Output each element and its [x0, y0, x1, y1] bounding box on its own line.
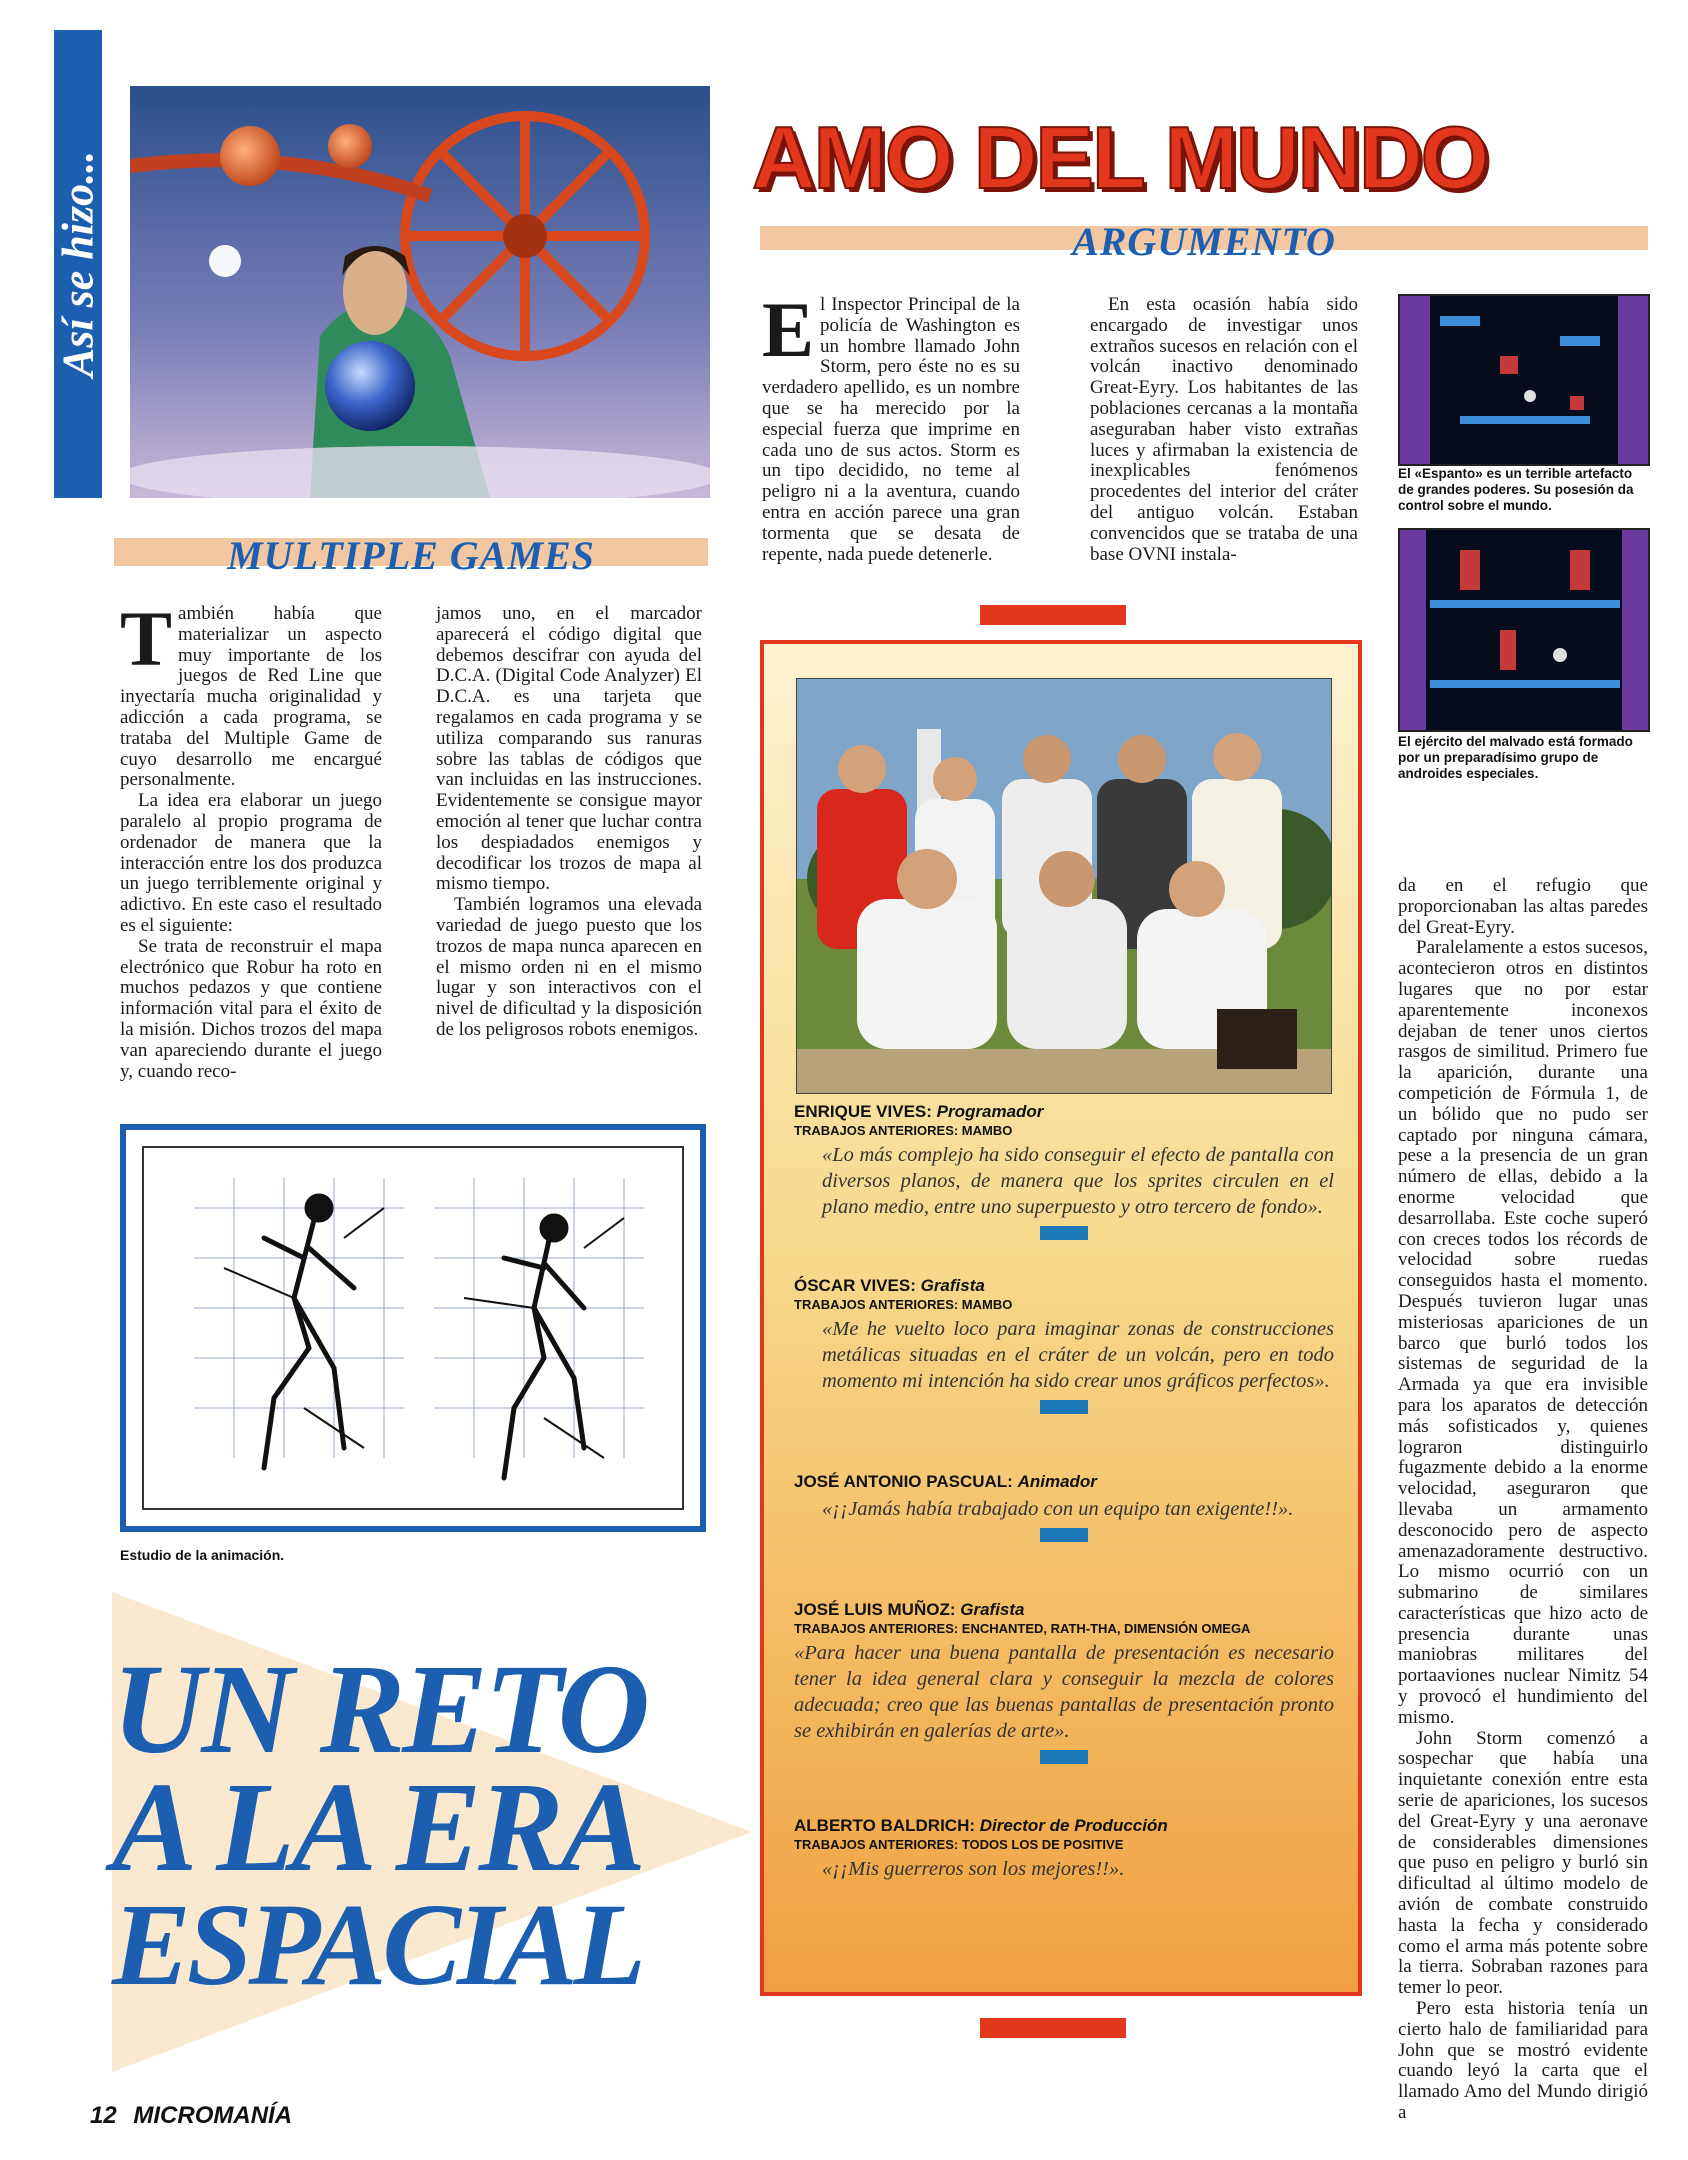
multiple-games-col1-p2: La idea era elaborar un juego paralelo al propio programa de ordenador de manera que la interacción entre los dos produzca un juego terriblemente original y adictivo. En este caso el resultado es el siguiente: [120, 790, 382, 936]
credit-name: ALBERTO BALDRICH: [794, 1816, 976, 1835]
credit-previous-works: TRABAJOS ANTERIORES: MAMBO [794, 1297, 1013, 1312]
credit-previous-works: TRABAJOS ANTERIORES: ENCHANTED, RATH-THA, DIMENSIÓN OMEGA [794, 1621, 1251, 1636]
credit-quote: «Lo más complejo ha sido conseguir el efecto de pantalla con diversos planos, de manera que los sprites circulen en el plano medio, entre uno superpuesto y otro tercero de fondo». [822, 1144, 1334, 1218]
credit-quote: «¡¡Mis guerreros son los mejores!!». [822, 1858, 1125, 1880]
argumento-col2-text: En esta ocasión había sido encargado de investigar unos extraños sucesos en relación con el volcán inactivo denominado Great-Eyry. Los habitantes de las poblaciones cercanas a la montaña aseguraban haber visto extrañas luces y afirmaban la existencia de inexplicables fenómenos procedentes del interior del cráter del antiguo volcán. Estaban convencidos que se trataba de una base OVNI instala- [1090, 294, 1358, 565]
credit-previous-works: TRABAJOS ANTERIORES: TODOS LOS DE POSITIVE [794, 1837, 1124, 1852]
separator-dash [1040, 1226, 1088, 1240]
credits-box [760, 640, 1362, 1996]
credit-name: JOSÉ ANTONIO PASCUAL: [794, 1472, 1013, 1491]
right-col-p3: John Storm comenzó a sospechar que había una inquietante conexión entre esta serie de apariciones, los sucesos del Great-Eyry y una aeronave de considerables dimensiones que puso en peligro y burló sin dificultad al último modelo de avión de combate construido hasta la fecha y considerado como el arma más potente sobre la tierra. Sobraban razones para temer lo peor. [1398, 1727, 1648, 1999]
multiple-games-col1-p1: ambién había que materializar un aspecto muy importante de los juegos de Red Line que inyectaría mucha originalidad y adicción a cada programa, se trataba del Multiple Game de cuyo desarrollo me encargué personalmente. [120, 603, 382, 791]
headline-line-2: A LA ERA [112, 1756, 643, 1898]
divider-bottom [980, 2018, 1126, 2038]
credit-role: Director de Producción [979, 1816, 1168, 1835]
right-col-p2: Paralelamente a estos sucesos, acontecieron otros en distintos lugares que no por estar aparentemente inconexos dejaban de tener unos ciertos rasgos de similitud. Primero fue la aparición, durante una competición de Fórmula 1, de un bólido que no pudo ser captado por ninguna cámara, pese a la presencia de un gran número de ellas, debido a la enorme velocidad que desarrollaba. Este coche superó con creces todos los récords de velocidad sobre ruedas conseguidos hasta el momento. Después tuvieron lugar unas misteriosas apariciones de un barco que burló todos los sistemas de seguridad de la Armada ya que era invisible para los aparatos de detección más sofisticados y, quienes lograron distinguirlo fugazmente debido a la enorme velocidad, aseguraron que llevaba un armamento desconocido pero de aspecto amenazadoramente destructivo. Lo mismo ocurrió con un submarino de similares características que hizo acto de presencia durante unas maniobras militares del portaaviones nuclear Nimitz 54 y provocó el hundimiento del mismo. [1398, 937, 1648, 1728]
credit-quote: «¡¡Jamás había trabajado con un equipo tan exigente!!». [822, 1498, 1294, 1520]
credit-name: JOSÉ LUIS MUÑOZ: [794, 1600, 956, 1619]
multiple-games-col2-p1: jamos uno, en el marcador aparecerá el código digital que debemos descifrar con ayuda del D.C.A. (Digital Code Analyzer) El D.C.A. es una tarjeta que regalamos en cada programa y se utiliza comparando sus ranuras sobre las tablas de códigos que van incluidas en las instrucciones. Evidentemente se consigue mayor emoción al tener que luchar contra los despiadados enemigos y decodificar los trozos de mapa al mismo tiempo. [436, 603, 702, 895]
argumento-dropcap: E [762, 286, 815, 373]
game-screenshot-1 [1398, 294, 1650, 466]
argumento-heading: ARGUMENTO [1072, 219, 1336, 264]
section-tag-bar [54, 30, 102, 498]
headline-line-1: UN RETO [112, 1638, 647, 1780]
magazine-name: MICROMANÍA [133, 2102, 293, 2129]
credit-role: Grafista [960, 1600, 1025, 1619]
right-col-p4: Pero esta historia tenía un cierto halo de familiaridad para John que se mostró evidente cuando leyó la carta que el llamado Amo del Mundo dirigió a [1398, 1998, 1648, 2124]
credit-entry [794, 1600, 1334, 1814]
credits-list [794, 1102, 1334, 1882]
right-col-p1: da en el refugio que proporcionaban las altas paredes del Great-Eyry. [1398, 875, 1648, 938]
credit-name: ENRIQUE VIVES: [794, 1102, 932, 1121]
credit-name: ÓSCAR VIVES: [794, 1276, 916, 1295]
credit-quote: «Para hacer una buena pantalla de presentación es necesario tener la idea general clara y conseguir la mezcla de colores adecuada; creo que las buenas pantallas de presentación pronto se exhibirán en galerías de arte». [794, 1642, 1334, 1742]
credit-role: Programador [936, 1102, 1044, 1121]
argumento-col1 [762, 286, 1020, 565]
big-headline [112, 1638, 752, 2010]
credit-role: Animador [1017, 1472, 1097, 1491]
credit-entry [794, 1276, 1334, 1468]
argumento-continuation [1398, 876, 1648, 2124]
multiple-games-col1-p3: Se trata de reconstruir el mapa electrónico que Robur ha roto en muchos pedazos y que contiene información vital para el éxito de la misión. Dichos trozos del mapa van apareciendo durante el juego y, cuando reco- [120, 935, 382, 1082]
game-screenshot-1-caption: El «Espanto» es un terrible artefacto de grandes poderes. Su posesión da control sobre el mundo. [1398, 466, 1634, 513]
multiple-games-heading: MULTIPLE GAMES [227, 533, 595, 578]
separator-dash [1040, 1750, 1088, 1764]
page-number: 12 [90, 2102, 117, 2129]
credit-role: Grafista [920, 1276, 985, 1295]
credit-entry [794, 1102, 1334, 1266]
section-tag-text: Así se hizo... [53, 150, 103, 378]
animation-study-caption: Estudio de la animación. [120, 1547, 285, 1563]
separator-dash [1040, 1528, 1088, 1542]
credit-quote: «Me he vuelto loco para imaginar zonas de construcciones metálicas situadas en el cráter de un volcán, pero en todo momento mi intención ha sido crear unos gráficos perfectos». [822, 1318, 1334, 1392]
multiple-games-col2 [436, 604, 702, 1041]
page-footer [90, 2102, 292, 2130]
argumento-col2 [1090, 295, 1358, 565]
multiple-games-col1 [120, 595, 382, 1082]
page-title: AMO DEL MUNDO [752, 108, 1488, 207]
game-screenshot-2-caption: El ejército del malvado está formado por un preparadísimo grupo de androides especiales. [1398, 734, 1633, 781]
credit-entry [794, 1472, 1334, 1588]
animation-study-figure [120, 1124, 706, 1532]
credit-previous-works: TRABAJOS ANTERIORES: MAMBO [794, 1123, 1013, 1138]
credit-entry [794, 1816, 1334, 1882]
multiple-games-col2-p2: También logramos una elevada variedad de juego puesto que los trozos de mapa nunca aparecen en el mismo orden ni en el mismo lugar y son interactivos con el nivel de dificultad y la disposición de los peligrosos robots enemigos. [436, 894, 702, 1040]
multiple-games-dropcap: T [120, 595, 173, 682]
separator-dash [1040, 1400, 1088, 1414]
divider-top [980, 605, 1126, 625]
team-photo [796, 678, 1332, 1094]
argumento-col1-text: l Inspector Principal de la policía de Washington es un hombre llamado John Storm, pero éste no es su verdadero apellido, es un nombre que se ha merecido por la especial fuerza que imprime en cada uno de sus actos. Storm es un tipo decidido, no teme al peligro ni a la aventura, cuando entra en acción parece una gran tormenta que se desata de repente, nada puede detenerle. [762, 294, 1020, 565]
headline-line-3: ESPACIAL [112, 1879, 642, 2010]
game-screenshot-2 [1398, 528, 1650, 732]
cover-illustration [130, 86, 710, 498]
